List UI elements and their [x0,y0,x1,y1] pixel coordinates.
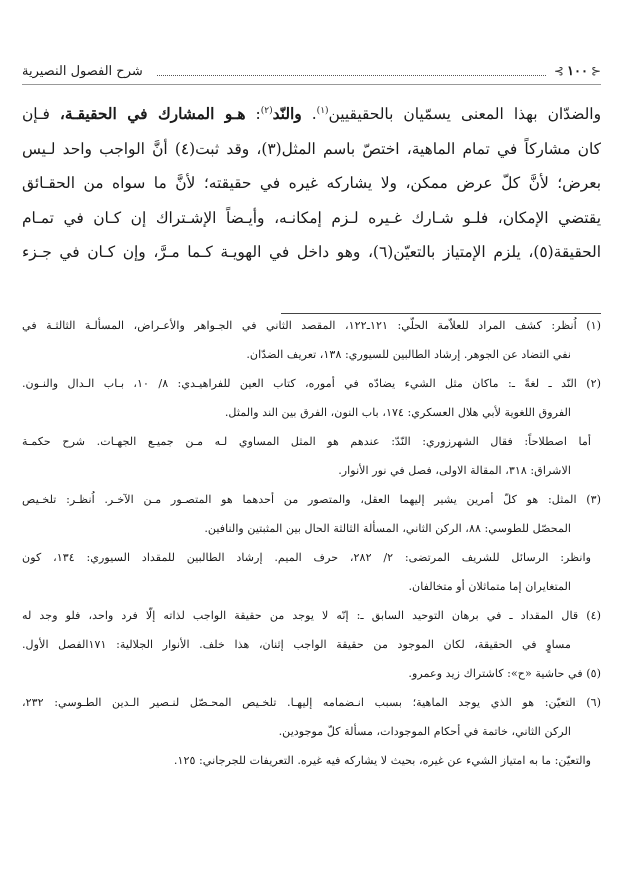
footnote-line: المتغايران إما متماثلان أو متخالفان. [408,580,571,593]
footnote-line: نفي التضاد عن الجوهر. إرشاد الطالبين للسيوري: ١٣٨، تعريف الضدّان. [246,348,571,361]
footnote-line: وانظر: الرسائل للشريف المرتضى: ٢/ ٢٨٢، حرف الميم. إرشاد الطالبين للمقداد السيوري: ١٣٤، كون [22,551,591,564]
footnote-line: أما اصطلاحاً: فقال الشهرزوري: النّدّ: عندهم هو المثل المساوي لـه مـن جميـع الجهـات. شرح حكمـة [22,435,591,448]
main-line-1 [22,94,601,132]
main-line-5: الحقيقة(٥)، يلزم الإمتياز بالتعيّن(٦)، وهو داخل في الهويـة كـما مـرَّ، وإن كـان في جـزء [22,243,601,262]
footnote-line: المحصّل للطوسي: ٨٨، الركن الثاني، المسألة الثالثة الحال بين المثبتين والنافين. [204,522,571,535]
ornament-left: ⊱ [553,64,564,78]
main-text [22,94,601,270]
definition-nidd: هـو المشارك في الحقيقـة، [59,105,246,124]
main-line-2: كان مشاركاً في تمام الماهية، اختصّ باسم المثل(٣)، وقد ثبت(٤) أنَّ الواجب واحد لـيس [22,139,601,158]
footnote-line: (٤) قال المقداد ـ في برهان التوحيد السابق ـ: إنّه لا يوجد من حقيقة الواجب لذاته إلّا فرد واحد، فلو وجد له [22,609,601,622]
footnote-line: مساوٍ في الحقيقة، لكان الموجود من حقيقة الواجب إثنان، هذا خلف. الأنوار الجلالية: ١٧١الفصل الأول. [22,638,571,651]
term-nidd: والنّد [272,105,302,124]
main-line-1-after: : [245,105,261,124]
header-rule [22,84,601,85]
footnote-line: (٣) المثل: هو كلّ أمرين يشير إليهما العقل، والمتصور من أحدهما هو المتصـور مـن الآخـر. اُنظـر: تلخـيص [22,493,601,506]
main-line-4: يقتضي الإمكان، فلـو شـارك غـيره لـزم إمكانـه، وأيـضاً الإشـتراك إن كـان في تمـام [22,208,601,227]
footnote-line: الركن الثاني، خاتمة في أحكام الموجودات، مسألة كلّ موجودين. [278,725,571,738]
main-line-3: بعرض؛ لأنَّ كلّ عرض ممكن، ولا يشاركه غيره في حقيقته؛ لأنَّ ما سواه من الحقـائق [22,174,601,193]
footnote-line: الاشراق: ٣١٨، المقالة الاولى، فصل في نور الأنوار. [338,464,571,477]
running-title: شرح الفصول النصيرية [22,63,143,79]
page-number-box [554,64,601,79]
ornament-right: ⊰ [590,64,601,78]
footnote-line: (٦) التعيّن: هو الذي يوجد الماهية؛ بسبب انـضمامه إليهـا. تلخـيص المحـصّل لنـصير الـدين الطـوسي: ٢٣٢، [22,696,601,709]
footnote-line: (٢) النّد ـ لغةً ـ: ماكان مثل الشيء يضادّه في أموره، كتاب العين للفراهيـدي: ٨/ ١٠، بـاب الـدال والنـون. [22,377,601,390]
footnote-ref-1: (١) [316,106,329,116]
footnote-separator [281,313,601,314]
footnote-ref-2: (٢) [260,106,273,116]
footnote-line: (١) اُنظر: كشف المراد للعلاّمة الحلّي: ١٢١ـ١٢٢، المقصد الثاني في الجـواهر والأعـراض، المسألـة الثالثـة في [22,319,601,332]
page-number: ١٠٠ [566,63,588,79]
main-line-1-mid: . [301,105,317,124]
footnote-line: (٥) في حاشية «ح»: كاشتراك زيد وعمرو. [408,667,601,680]
running-header [22,58,601,84]
main-line-1-before: والضدّان بهذا المعنى يسمّيان بالحقيقيين [328,105,601,124]
footnote-line: والتعيّن: ما به امتياز الشيء عن غيره، بحيث لا يشاركه فيه غيره. التعريفات للجرجاني: ١٢٥. [173,754,591,767]
header-dot-leader [157,67,546,76]
footnote-line: الفروق اللغوية لأبي هلال العسكري: ١٧٤، باب النون، الفرق بين الند والمثل. [224,406,571,419]
main-line-1-tail: فـإن [22,105,60,124]
